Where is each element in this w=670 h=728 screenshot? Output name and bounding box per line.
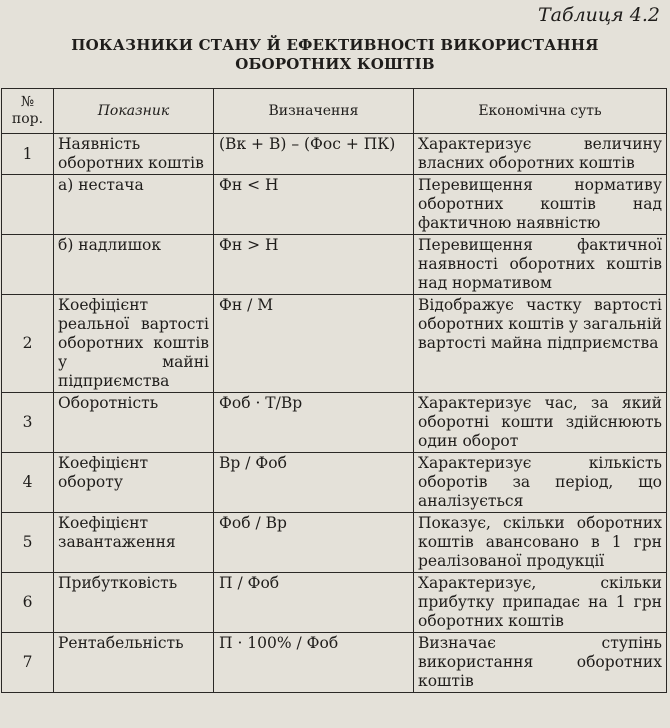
row-definition: Фн < Н	[214, 175, 414, 235]
row-definition: Вр / Фоб	[214, 453, 414, 513]
table-heading	[0, 36, 670, 74]
table-header-row	[2, 89, 667, 134]
row-indicator: Коефіцієнт обороту	[54, 453, 214, 513]
heading-line-2: ОБОРОТНИХ КОШТІВ	[235, 55, 435, 73]
row-definition: Фоб / Вр	[214, 513, 414, 573]
row-indicator: б) надлишок	[54, 235, 214, 295]
row-definition: Фн / М	[214, 295, 414, 393]
row-essence: Перевищення нормативу оборотних коштів над фактичною наявністю	[414, 175, 667, 235]
header-number	[2, 89, 54, 134]
row-number: 3	[2, 393, 54, 453]
row-indicator: Наявність оборотних коштів	[54, 134, 214, 175]
row-essence: Показує, скільки оборотних коштів авансовано в 1 грн реалізованої продукції	[414, 513, 667, 573]
indicators-table	[1, 88, 667, 693]
row-number: 1	[2, 134, 54, 175]
row-indicator: Рентабельність	[54, 633, 214, 693]
row-indicator: Прибутковість	[54, 573, 214, 633]
row-essence: Характеризує час, за який оборотні кошти здійснюють один оборот	[414, 393, 667, 453]
row-number: 5	[2, 513, 54, 573]
header-essence: Економічна суть	[414, 89, 667, 134]
table-row	[2, 513, 667, 573]
table-row	[2, 393, 667, 453]
header-number-line-2: пор.	[11, 111, 44, 127]
row-number: 7	[2, 633, 54, 693]
row-essence: Перевищення фактичної наявності оборотних коштів над нормативом	[414, 235, 667, 295]
row-essence: Відображує частку вартості оборотних коштів у загальній вартості майна підприємства	[414, 295, 667, 393]
header-number-line-1: №	[20, 94, 35, 110]
row-number: 4	[2, 453, 54, 513]
row-definition: П · 100% / Фоб	[214, 633, 414, 693]
row-indicator: Коефіцієнт завантаження	[54, 513, 214, 573]
table-row	[2, 633, 667, 693]
row-number	[2, 235, 54, 295]
table-caption: Таблиця 4.2	[537, 4, 660, 26]
table-row	[2, 295, 667, 393]
table-row	[2, 573, 667, 633]
row-definition: Фоб · Т/Вр	[214, 393, 414, 453]
row-definition: Фн > Н	[214, 235, 414, 295]
row-indicator: Коефіцієнт реальної вартості оборотних коштів у майні підприємства	[54, 295, 214, 393]
table-row	[2, 175, 667, 235]
row-definition: П / Фоб	[214, 573, 414, 633]
row-essence: Характеризує величину власних оборотних коштів	[414, 134, 667, 175]
row-indicator: Оборотність	[54, 393, 214, 453]
table-row	[2, 134, 667, 175]
row-essence: Характеризує, скільки прибутку припадає на 1 грн оборотних коштів	[414, 573, 667, 633]
heading-line-1: ПОКАЗНИКИ СТАНУ Й ЕФЕКТИВНОСТІ ВИКОРИСТАННЯ	[71, 36, 599, 54]
row-number: 6	[2, 573, 54, 633]
header-indicator: Показник	[54, 89, 214, 134]
row-number	[2, 175, 54, 235]
table-row	[2, 235, 667, 295]
table-row	[2, 453, 667, 513]
header-definition: Визначення	[214, 89, 414, 134]
row-essence: Характеризує кількість оборотів за період, що аналізується	[414, 453, 667, 513]
row-number: 2	[2, 295, 54, 393]
row-definition: (Вк + В) – (Фос + ПК)	[214, 134, 414, 175]
row-essence: Визначає ступінь використання оборотних коштів	[414, 633, 667, 693]
row-indicator: а) нестача	[54, 175, 214, 235]
